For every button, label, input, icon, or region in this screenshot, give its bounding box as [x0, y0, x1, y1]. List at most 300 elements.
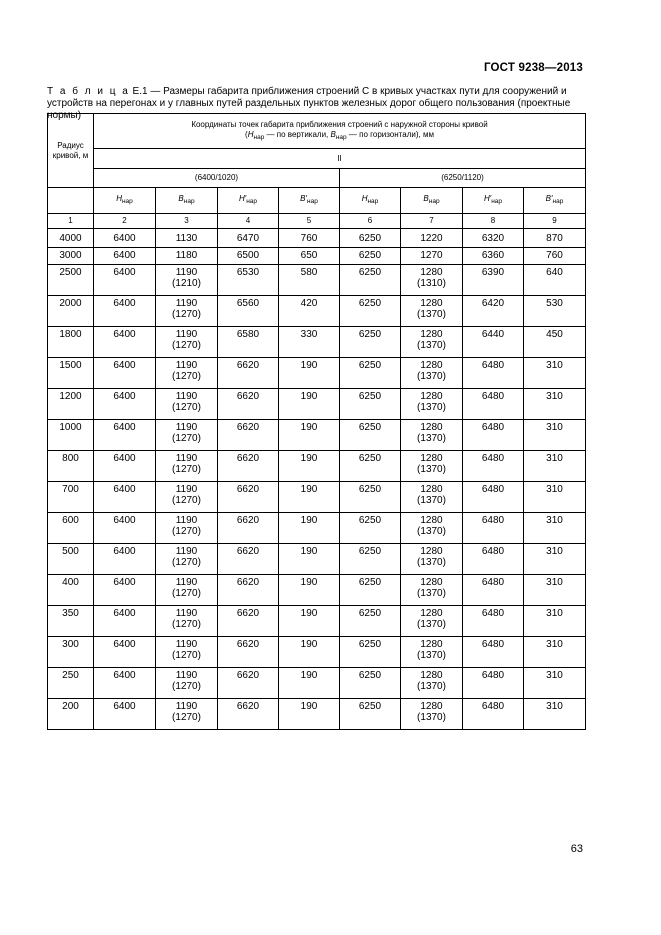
- table-row: [48, 544, 586, 575]
- h-nar-cell: [94, 544, 156, 575]
- cell-value: 1190: [175, 701, 198, 712]
- radius-cell: [48, 482, 94, 513]
- h-nar-cell: [94, 389, 156, 420]
- table-row: [48, 699, 586, 730]
- cell-alt-value: (1270): [172, 650, 201, 661]
- h-prime-nar-cell: [463, 668, 524, 699]
- b-prime-nar-cell: [524, 265, 586, 296]
- cell-alt-value: (1370): [417, 433, 446, 444]
- h-prime-nar-cell: [463, 606, 524, 637]
- b-prime-nar-cell: [524, 451, 586, 482]
- cell-value: 1190: [175, 422, 198, 433]
- cell-value: 1280: [420, 391, 443, 402]
- cell-value: 6400: [113, 391, 136, 402]
- cell-value: 6250: [358, 233, 382, 244]
- cell-alt-value: (1370): [417, 340, 446, 351]
- h-nar-cell: [340, 699, 401, 730]
- cell-value: 6620: [236, 639, 260, 650]
- cell-value: 6250: [358, 298, 382, 309]
- h-nar-cell: [94, 668, 156, 699]
- table-row: [48, 606, 586, 637]
- b-prime-nar-cell: [524, 420, 586, 451]
- col-b-nar: $B_{нар}$: [156, 188, 218, 214]
- cell-value: 1190: [175, 360, 198, 371]
- cell-alt-value: (1270): [172, 402, 201, 413]
- cell-value: 6620: [236, 608, 260, 619]
- cell-value: 1200: [59, 391, 82, 402]
- radius-cell: [48, 358, 94, 389]
- table-row: [48, 513, 586, 544]
- table-row: [48, 265, 586, 296]
- h-nar-cell: [340, 265, 401, 296]
- cell-value: 1190: [175, 515, 198, 526]
- caption-text: Е.1 — Размеры габарита приближения строений С в кривых участках пути для сооружений и устройств на перегонах и у главных путей раздельных пунктов железных дорог общего пользования (проектные нормы): [47, 86, 571, 121]
- cell-value: 6480: [481, 391, 505, 402]
- b-prime-nar-cell: [524, 327, 586, 358]
- cell-value: 6480: [481, 515, 505, 526]
- radius-cell: [48, 544, 94, 575]
- table-row: [48, 327, 586, 358]
- h-nar-cell: [94, 575, 156, 606]
- cell-value: 760: [546, 250, 563, 261]
- radius-cell: [48, 327, 94, 358]
- h-prime-nar-cell: [218, 358, 279, 389]
- cell-value: 310: [546, 484, 563, 495]
- cell-value: 1280: [420, 639, 443, 650]
- h-nar-cell: [340, 389, 401, 420]
- cell-value: 300: [62, 639, 79, 650]
- cell-value: 6400: [113, 267, 136, 278]
- cell-value: 6480: [481, 608, 505, 619]
- col-h-nar: $H_{нар}$: [340, 188, 401, 214]
- b-prime-nar-cell: [524, 389, 586, 420]
- cell-value: 6400: [113, 329, 136, 340]
- cell-value: 310: [546, 422, 563, 433]
- cell-alt-value: (1270): [172, 681, 201, 692]
- group-a-header: (6400/1020): [94, 169, 340, 188]
- cell-value: 450: [546, 329, 563, 340]
- radius-cell: [48, 229, 94, 248]
- cell-alt-value: (1270): [172, 588, 201, 599]
- cell-value: 6620: [236, 360, 260, 371]
- cell-value: 870: [546, 233, 563, 244]
- column-number: 4: [218, 214, 279, 229]
- table-row: [48, 575, 586, 606]
- cell-value: 6250: [358, 670, 382, 681]
- cell-value: 1280: [420, 329, 443, 340]
- cell-value: 1280: [420, 453, 443, 464]
- cell-value: 6250: [358, 422, 382, 433]
- h-nar-cell: [340, 296, 401, 327]
- b-prime-nar-cell: [279, 668, 340, 699]
- cell-alt-value: (1270): [172, 309, 201, 320]
- cell-alt-value: (1370): [417, 712, 446, 723]
- cell-value: 6250: [358, 391, 382, 402]
- b-prime-nar-cell: [524, 229, 586, 248]
- b-nar-cell: [156, 420, 218, 451]
- cell-value: 6400: [113, 422, 136, 433]
- cell-value: 6250: [358, 360, 382, 371]
- h-nar-cell: [340, 327, 401, 358]
- cell-alt-value: (1270): [172, 526, 201, 537]
- b-nar-cell: [156, 482, 218, 513]
- h-prime-nar-cell: [218, 544, 279, 575]
- h-prime-nar-cell: [218, 451, 279, 482]
- b-prime-nar-cell: [279, 699, 340, 730]
- cell-value: 1180: [175, 250, 198, 261]
- cell-value: 310: [546, 360, 563, 371]
- cell-alt-value: (1370): [417, 588, 446, 599]
- radius-cell: [48, 420, 94, 451]
- b-nar-cell: [401, 358, 463, 389]
- cell-value: 420: [300, 298, 318, 309]
- col-b-nar: $B_{нар}$: [401, 188, 463, 214]
- h-prime-nar-cell: [463, 482, 524, 513]
- b-prime-nar-cell: [524, 296, 586, 327]
- column-number: 6: [340, 214, 401, 229]
- b-prime-nar-cell: [279, 358, 340, 389]
- cell-value: 640: [546, 267, 563, 278]
- col-h-nar: $H_{нар}$: [94, 188, 156, 214]
- b-nar-cell: [156, 668, 218, 699]
- b-prime-nar-cell: [524, 668, 586, 699]
- b-nar-cell: [156, 637, 218, 668]
- cell-value: 6480: [481, 546, 505, 557]
- b-nar-cell: [156, 544, 218, 575]
- cell-value: 310: [546, 515, 563, 526]
- cell-value: 6250: [358, 701, 382, 712]
- cell-value: 500: [62, 546, 79, 557]
- cell-value: 6400: [113, 453, 136, 464]
- b-prime-nar-cell: [524, 482, 586, 513]
- h-prime-nar-cell: [218, 699, 279, 730]
- cell-value: 1280: [420, 298, 443, 309]
- h-prime-nar-cell: [463, 575, 524, 606]
- h-nar-cell: [340, 606, 401, 637]
- cell-alt-value: (1270): [172, 464, 201, 475]
- h-prime-nar-cell: [463, 513, 524, 544]
- radius-header: Радиус кривой, м: [48, 114, 94, 188]
- cell-value: 580: [300, 267, 318, 278]
- cell-alt-value: (1270): [172, 619, 201, 630]
- b-nar-cell: [156, 296, 218, 327]
- h-nar-cell: [94, 637, 156, 668]
- cell-value: 190: [300, 422, 318, 433]
- group-b-header: (6250/1120): [340, 169, 586, 188]
- table-row: [48, 420, 586, 451]
- cell-alt-value: (1370): [417, 619, 446, 630]
- h-prime-nar-cell: [463, 296, 524, 327]
- cell-value: 190: [300, 577, 318, 588]
- h-nar-cell: [94, 358, 156, 389]
- page-number: 63: [570, 843, 583, 855]
- h-nar-cell: [340, 668, 401, 699]
- cell-value: 6250: [358, 639, 382, 650]
- cell-value: 6400: [113, 546, 136, 557]
- cell-value: 1500: [59, 360, 82, 371]
- col-h-prime-nar: $H'_{нар}$: [463, 188, 524, 214]
- column-number: 1: [48, 214, 94, 229]
- cell-value: 310: [546, 701, 563, 712]
- cell-value: 6390: [481, 267, 505, 278]
- h-prime-nar-cell: [463, 389, 524, 420]
- cell-value: 6420: [481, 298, 505, 309]
- column-number: 7: [401, 214, 463, 229]
- cell-value: 1280: [420, 577, 443, 588]
- cell-value: 6620: [236, 453, 260, 464]
- b-nar-cell: [156, 699, 218, 730]
- coordinates-title: Координаты точек габарита приближения строений с наружной стороны кривой: [191, 119, 488, 129]
- h-prime-nar-cell: [218, 389, 279, 420]
- cell-value: 310: [546, 391, 563, 402]
- cell-value: 6400: [113, 250, 136, 261]
- cell-value: 6250: [358, 577, 382, 588]
- cell-value: 6250: [358, 608, 382, 619]
- cell-value: 1800: [59, 329, 82, 340]
- b-nar-cell: [401, 544, 463, 575]
- cell-value: 1190: [175, 391, 198, 402]
- h-nar-cell: [94, 513, 156, 544]
- cell-alt-value: (1270): [172, 495, 201, 506]
- cell-alt-value: (1370): [417, 309, 446, 320]
- radius-cell: [48, 513, 94, 544]
- b-nar-cell: [156, 575, 218, 606]
- col-h-prime-nar: $H'_{нар}$: [218, 188, 279, 214]
- table-row: [48, 248, 586, 265]
- h-prime-nar-cell: [463, 637, 524, 668]
- cell-value: 1280: [420, 701, 443, 712]
- h-prime-nar-cell: [218, 668, 279, 699]
- b-nar-cell: [401, 327, 463, 358]
- table-row: [48, 482, 586, 513]
- column-number: 3: [156, 214, 218, 229]
- b-nar-cell: [156, 451, 218, 482]
- cell-alt-value: (1270): [172, 712, 201, 723]
- h-prime-nar-cell: [463, 248, 524, 265]
- cell-value: 190: [300, 701, 318, 712]
- cell-value: 310: [546, 577, 563, 588]
- h-prime-nar-cell: [463, 420, 524, 451]
- table-row: [48, 637, 586, 668]
- radius-cell: [48, 699, 94, 730]
- b-nar-cell: [156, 265, 218, 296]
- radius-cell: [48, 606, 94, 637]
- b-nar-cell: [401, 420, 463, 451]
- cell-value: 6400: [113, 484, 136, 495]
- table-row: [48, 296, 586, 327]
- h-prime-nar-cell: [463, 327, 524, 358]
- b-nar-cell: [401, 513, 463, 544]
- cell-value: 6620: [236, 515, 260, 526]
- cell-value: 1190: [175, 453, 198, 464]
- radius-cell: [48, 575, 94, 606]
- cell-value: 310: [546, 608, 563, 619]
- b-prime-nar-cell: [524, 513, 586, 544]
- radius-cell: [48, 668, 94, 699]
- column-number: 8: [463, 214, 524, 229]
- cell-value: 6480: [481, 422, 505, 433]
- cell-value: 6500: [236, 250, 260, 261]
- b-nar-cell: [401, 482, 463, 513]
- cell-value: 2500: [59, 267, 82, 278]
- cell-alt-value: (1370): [417, 371, 446, 382]
- cell-value: 1220: [420, 233, 443, 244]
- cell-value: 190: [300, 639, 318, 650]
- b-nar-cell: [401, 575, 463, 606]
- cell-value: 6400: [113, 670, 136, 681]
- cell-value: 1280: [420, 484, 443, 495]
- cell-value: 1280: [420, 422, 443, 433]
- table-row: [48, 451, 586, 482]
- h-nar-cell: [94, 248, 156, 265]
- cell-value: 6400: [113, 701, 136, 712]
- col-b-prime-nar: $B'_{нар}$: [524, 188, 586, 214]
- h-prime-nar-cell: [218, 482, 279, 513]
- cell-value: 760: [300, 233, 318, 244]
- b-prime-nar-cell: [279, 513, 340, 544]
- b-prime-nar-cell: [279, 296, 340, 327]
- b-prime-nar-cell: [279, 420, 340, 451]
- column-number-row: [48, 214, 586, 229]
- cell-value: 6360: [481, 250, 505, 261]
- b-prime-nar-cell: [279, 389, 340, 420]
- cell-alt-value: (1370): [417, 464, 446, 475]
- b-nar-cell: [401, 389, 463, 420]
- cell-value: 190: [300, 453, 318, 464]
- cell-value: 6250: [358, 250, 382, 261]
- cell-value: 650: [300, 250, 318, 261]
- cell-value: 6530: [236, 267, 260, 278]
- cell-value: 250: [62, 670, 79, 681]
- clearance-table: [47, 113, 586, 730]
- b-nar-cell: [401, 229, 463, 248]
- cell-value: 6250: [358, 267, 382, 278]
- cell-value: 1270: [420, 250, 443, 261]
- cell-value: 1280: [420, 546, 443, 557]
- cell-value: 6400: [113, 233, 136, 244]
- table-row: [48, 358, 586, 389]
- cell-value: 530: [546, 298, 563, 309]
- b-nar-cell: [156, 389, 218, 420]
- b-nar-cell: [156, 513, 218, 544]
- cell-value: 190: [300, 484, 318, 495]
- cell-value: 400: [62, 577, 79, 588]
- cell-value: 6480: [481, 670, 505, 681]
- b-prime-nar-cell: [279, 229, 340, 248]
- h-prime-nar-cell: [463, 699, 524, 730]
- cell-value: 6400: [113, 298, 136, 309]
- h-prime-nar-cell: [218, 248, 279, 265]
- h-prime-nar-cell: [218, 513, 279, 544]
- h-nar-cell: [340, 420, 401, 451]
- h-nar-cell: [340, 575, 401, 606]
- h-prime-nar-cell: [218, 637, 279, 668]
- cell-value: 1130: [175, 233, 198, 244]
- cell-value: 190: [300, 608, 318, 619]
- cell-value: 6250: [358, 453, 382, 464]
- cell-value: 190: [300, 670, 318, 681]
- cell-value: 190: [300, 515, 318, 526]
- cell-value: 6620: [236, 701, 260, 712]
- table-row: [48, 668, 586, 699]
- cell-value: 6250: [358, 329, 382, 340]
- radius-cell: [48, 265, 94, 296]
- h-prime-nar-cell: [218, 575, 279, 606]
- cell-value: 1190: [175, 639, 198, 650]
- h-nar-cell: [340, 513, 401, 544]
- cell-value: 6320: [481, 233, 505, 244]
- b-nar-cell: [401, 248, 463, 265]
- b-prime-nar-cell: [524, 248, 586, 265]
- b-nar-cell: [401, 451, 463, 482]
- cell-value: 6400: [113, 515, 136, 526]
- cell-value: 1280: [420, 515, 443, 526]
- b-prime-nar-cell: [279, 451, 340, 482]
- h-prime-nar-cell: [463, 265, 524, 296]
- h-prime-nar-cell: [463, 229, 524, 248]
- b-prime-nar-cell: [279, 575, 340, 606]
- cell-value: 6620: [236, 670, 260, 681]
- h-nar-cell: [94, 229, 156, 248]
- h-nar-cell: [340, 248, 401, 265]
- b-prime-nar-cell: [279, 637, 340, 668]
- b-prime-nar-cell: [524, 699, 586, 730]
- cell-alt-value: (1310): [417, 278, 446, 289]
- h-prime-nar-cell: [218, 229, 279, 248]
- h-nar-cell: [94, 451, 156, 482]
- cell-value: 800: [62, 453, 79, 464]
- h-prime-nar-cell: [218, 327, 279, 358]
- h-nar-cell: [340, 358, 401, 389]
- h-nar-cell: [94, 420, 156, 451]
- cell-alt-value: (1370): [417, 557, 446, 568]
- cell-alt-value: (1270): [172, 557, 201, 568]
- cell-value: 6400: [113, 360, 136, 371]
- cell-value: 1280: [420, 360, 443, 371]
- b-nar-cell: [401, 606, 463, 637]
- coordinates-header: [94, 114, 586, 149]
- b-prime-nar-cell: [524, 358, 586, 389]
- cell-alt-value: (1270): [172, 340, 201, 351]
- b-nar-cell: [401, 637, 463, 668]
- cell-value: 6560: [236, 298, 260, 309]
- cell-value: 6400: [113, 577, 136, 588]
- radius-cell: [48, 637, 94, 668]
- radius-cell: [48, 389, 94, 420]
- b-prime-nar-cell: [279, 606, 340, 637]
- cell-value: 6400: [113, 608, 136, 619]
- cell-value: 200: [62, 701, 79, 712]
- cell-alt-value: (1370): [417, 526, 446, 537]
- col-b-prime-nar: $B'_{нар}$: [279, 188, 340, 214]
- cell-value: 6250: [358, 515, 382, 526]
- h-nar-cell: [340, 229, 401, 248]
- cell-alt-value: (1370): [417, 402, 446, 413]
- cell-value: 1190: [175, 546, 198, 557]
- b-prime-nar-cell: [279, 482, 340, 513]
- b-nar-cell: [401, 699, 463, 730]
- b-prime-nar-cell: [279, 265, 340, 296]
- h-prime-nar-cell: [463, 544, 524, 575]
- h-prime-nar-cell: [463, 451, 524, 482]
- h-nar-cell: [94, 327, 156, 358]
- cell-value: 1280: [420, 670, 443, 681]
- cell-value: 6580: [236, 329, 260, 340]
- h-nar-cell: [340, 482, 401, 513]
- h-nar-cell: [94, 606, 156, 637]
- cell-value: 6620: [236, 546, 260, 557]
- cell-value: 4000: [59, 233, 82, 244]
